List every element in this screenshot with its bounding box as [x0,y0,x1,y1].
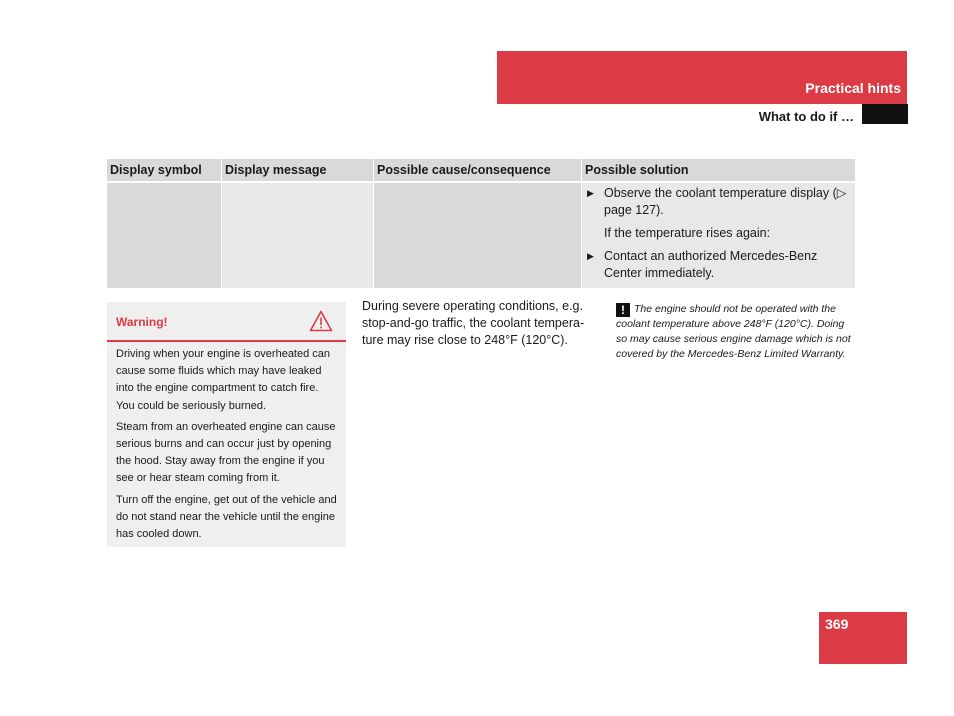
table-row [107,183,855,288]
column-header-possible-solution: Possible solution [581,159,855,183]
cell-possible-solution [581,183,855,288]
exclamation-icon: ! [616,303,630,317]
column-header-possible-cause: Possible cause/consequence [373,159,581,183]
warning-body [107,342,346,543]
warning-paragraph: Driving when your engine is overheated can cause some fluids which may have leaked into the engine compartment to catch fire. You could be seriously burned. [116,348,331,412]
solution-step [582,248,855,282]
bullet-arrow-icon: ▶ [587,251,594,261]
table-header-row [107,159,855,183]
warning-paragraph: Steam from an overheated engine can cause serious burns and can occur just by opening the hood. Stay away from the engine if you see or hear steam coming from it. [116,420,336,485]
bullet-arrow-icon: ▶ [587,188,594,198]
cell-display-symbol [107,183,221,288]
column-header-display-message: Display message [221,159,373,183]
page-number-tab [819,612,907,664]
page-number: 369 [825,616,849,632]
note-text: The engine should not be operated with the coolant temperature above 248°F (120°C). Doing so may cause serious engine damage which is not covered by the Mercedes-Benz Limited Warranty. [616,303,851,360]
warning-box [107,302,346,547]
body-paragraph: During severe operating conditions, e.g. stop-and-go traffic, the coolant tempera-ture may rise close to 248°F (120°C). [362,299,585,347]
troubleshooting-table [107,159,855,288]
section-title: Practical hints [805,80,901,96]
thumb-tab-marker [862,104,908,124]
warning-paragraph: Turn off the engine, get out of the vehicle and do not stand near the vehicle until the engine has cooled down. [116,493,337,541]
warning-triangle-icon [309,310,333,332]
subsection-title: What to do if … [758,109,854,124]
solution-step-text: Contact an authorized Mercedes-Benz Center immediately. [604,249,818,280]
solution-step-text: Observe the coolant temperature display (▷ page 127). [604,186,847,217]
cell-display-message [221,183,373,288]
solution-step [582,185,855,219]
note-block [616,302,858,361]
column-header-display-symbol: Display symbol [107,159,221,183]
warning-header [107,302,346,342]
solution-condition: If the temperature rises again: [604,226,771,240]
header-bar [497,51,907,104]
warning-label: Warning! [116,315,168,329]
cell-possible-cause [373,183,581,288]
